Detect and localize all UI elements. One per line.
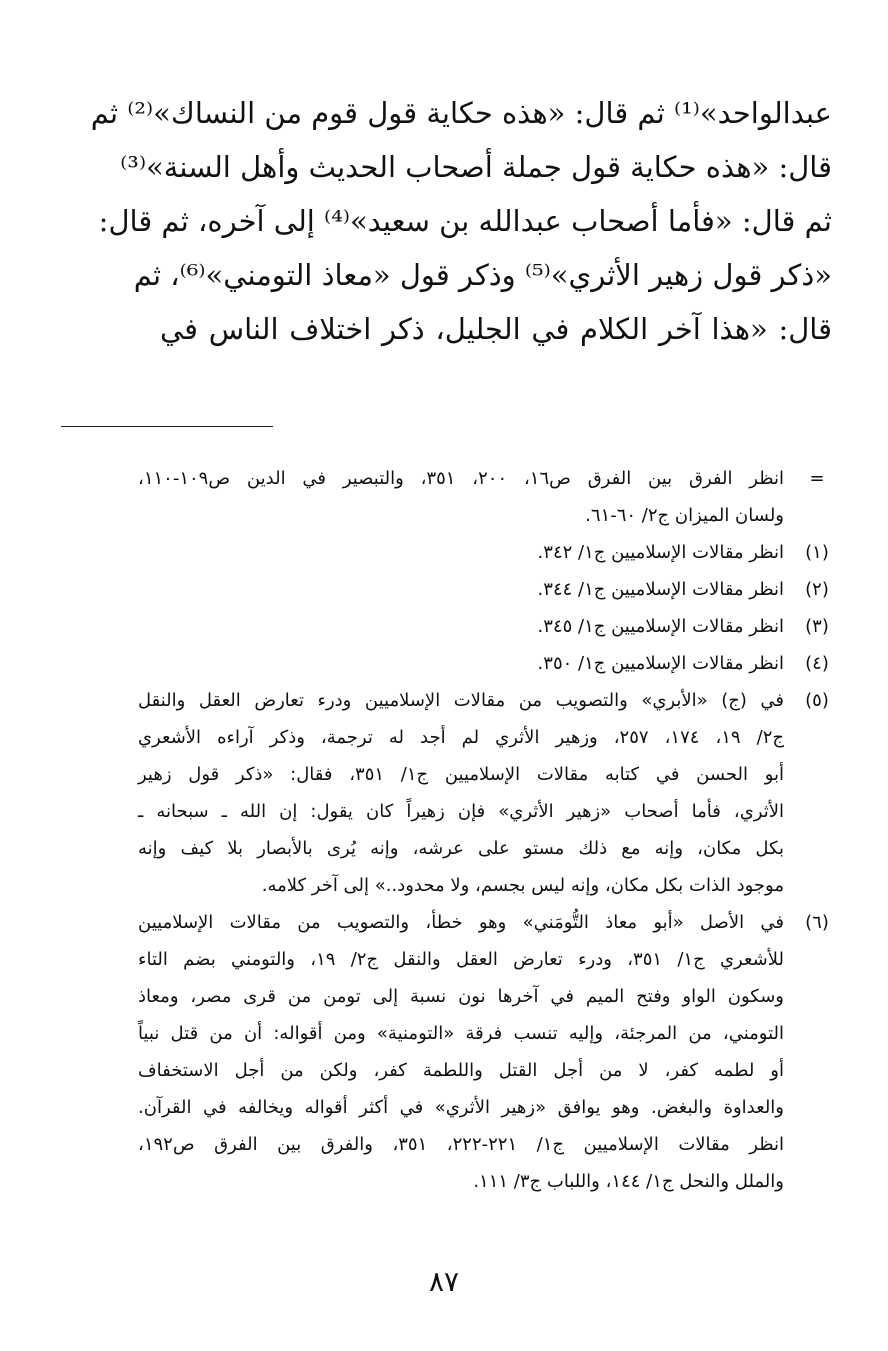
footnote-number: (٦) (805, 912, 829, 933)
footnote-continued (138, 460, 838, 534)
footnote-line: في (ج) «الأبري» والتصويب من مقالات الإسلاميين ودرء تعارض العقل والنقل (138, 690, 784, 711)
footnote-number: (٢) (805, 579, 829, 600)
footnote-separator (61, 426, 273, 427)
footnote-line: وسكون الواو وفتح الميم في آخرها نون نسبة إلى تومن من قرى مصر، ومعاذ (138, 986, 784, 1007)
footnote-2 (138, 571, 838, 608)
footnote-line: التومني، من المرجئة، وإليه تنسب فرقة «التومنية» ومن أقواله: أن من قتل نبياً (138, 1023, 784, 1044)
footnote-6 (138, 904, 838, 1200)
footnote-number: (٤) (805, 653, 829, 674)
footnote-4 (138, 645, 838, 682)
footnote-marker: = (809, 468, 825, 489)
main-text-line: ثم قال: «فأما أصحاب عبدالله بن سعيد»⁽⁴⁾ إلى آخره، ثم قال: (98, 204, 832, 238)
footnote-number: (٥) (805, 690, 829, 711)
footnote-3 (138, 608, 838, 645)
main-text-line: «ذكر قول زهير الأثري»⁽⁵⁾ وذكر قول «معاذ التومني»⁽⁶⁾، ثم (133, 258, 832, 292)
footnote-line: أبو الحسن في كتابه مقالات الإسلاميين ج١/ ٣٥١، فقال: «ذكر قول زهير (138, 764, 785, 785)
footnote-line: انظر مقالات الإسلاميين ج١/ ٣٥٠. (537, 653, 784, 674)
footnote-line: انظر مقالات الإسلاميين ج١/ ٢٢١-٢٢٢، ٣٥١، والفرق بين الفرق ص١٩٢، (138, 1134, 784, 1155)
footnote-line: الأثري، فأما أصحاب «زهير الأثري» فإن زهيراً كان يقول: إن الله ـ سبحانه ـ (138, 801, 784, 822)
page-number: ٨٧ (428, 1265, 460, 1298)
main-text-line: عبدالواحد»⁽¹⁾ ثم قال: «هذه حكاية قول قوم من النساك»⁽²⁾ ثم (90, 96, 832, 130)
main-text-line: قال: «هذه حكاية قول جملة أصحاب الحديث وأهل السنة»⁽³⁾ (120, 150, 832, 184)
footnote-number: (٣) (805, 616, 829, 637)
footnote-line: انظر الفرق بين الفرق ص١٦، ٢٠٠، ٣٥١، والتبصير في الدين ص١٠٩-١١٠، (138, 468, 785, 489)
footnote-line: انظر مقالات الإسلاميين ج١/ ٣٤٥. (537, 616, 784, 637)
main-text-block (90, 86, 832, 356)
footnote-line: انظر مقالات الإسلاميين ج١/ ٣٤٢. (537, 542, 784, 563)
main-text-line: قال: «هذا آخر الكلام في الجليل، ذكر اختلاف الناس في (160, 312, 832, 346)
footnote-line: ج٢/ ١٩، ١٧٤، ٢٥٧، وزهير الأثري لم أجد له ترجمة، وذكر آراءه الأشعري (138, 727, 784, 748)
footnote-line: للأشعري ج١/ ٣٥١، ودرء تعارض العقل والنقل ج٢/ ١٩، والتومني بضم التاء (138, 949, 784, 970)
footnote-line: والملل والنحل ج١/ ١٤٤، واللباب ج٣/ ١١١. (473, 1171, 784, 1192)
footnote-line: أو لطمه كفر، لا من أجل القتل واللطمة كفر، ولكن من أجل الاستخفاف (138, 1060, 784, 1081)
footnote-number: (١) (805, 542, 829, 563)
footnote-line: في الأصل «أبو معاذ التُّومَني» وهو خطأ، والتصويب من مقالات الإسلاميين (138, 912, 784, 933)
footnote-1 (138, 534, 838, 571)
footnote-line: والعداوة والبغض. وهو يوافق «زهير الأثري» في أكثر أقواله ويخالفه في القرآن. (138, 1097, 784, 1118)
footnote-line: ولسان الميزان ج٢/ ٦٠-٦١. (585, 505, 784, 526)
footnotes (138, 460, 838, 1200)
footnote-line: موجود الذات بكل مكان، وإنه ليس بجسم، ولا محدود..» إلى آخر كلامه. (261, 875, 784, 896)
footnote-line: بكل مكان، وإنه مع ذلك مستو على عرشه، وإنه يُرى بالأبصار بلا كيف وإنه (138, 838, 784, 859)
footnote-5 (138, 682, 838, 904)
footnote-line: انظر مقالات الإسلاميين ج١/ ٣٤٤. (537, 579, 784, 600)
